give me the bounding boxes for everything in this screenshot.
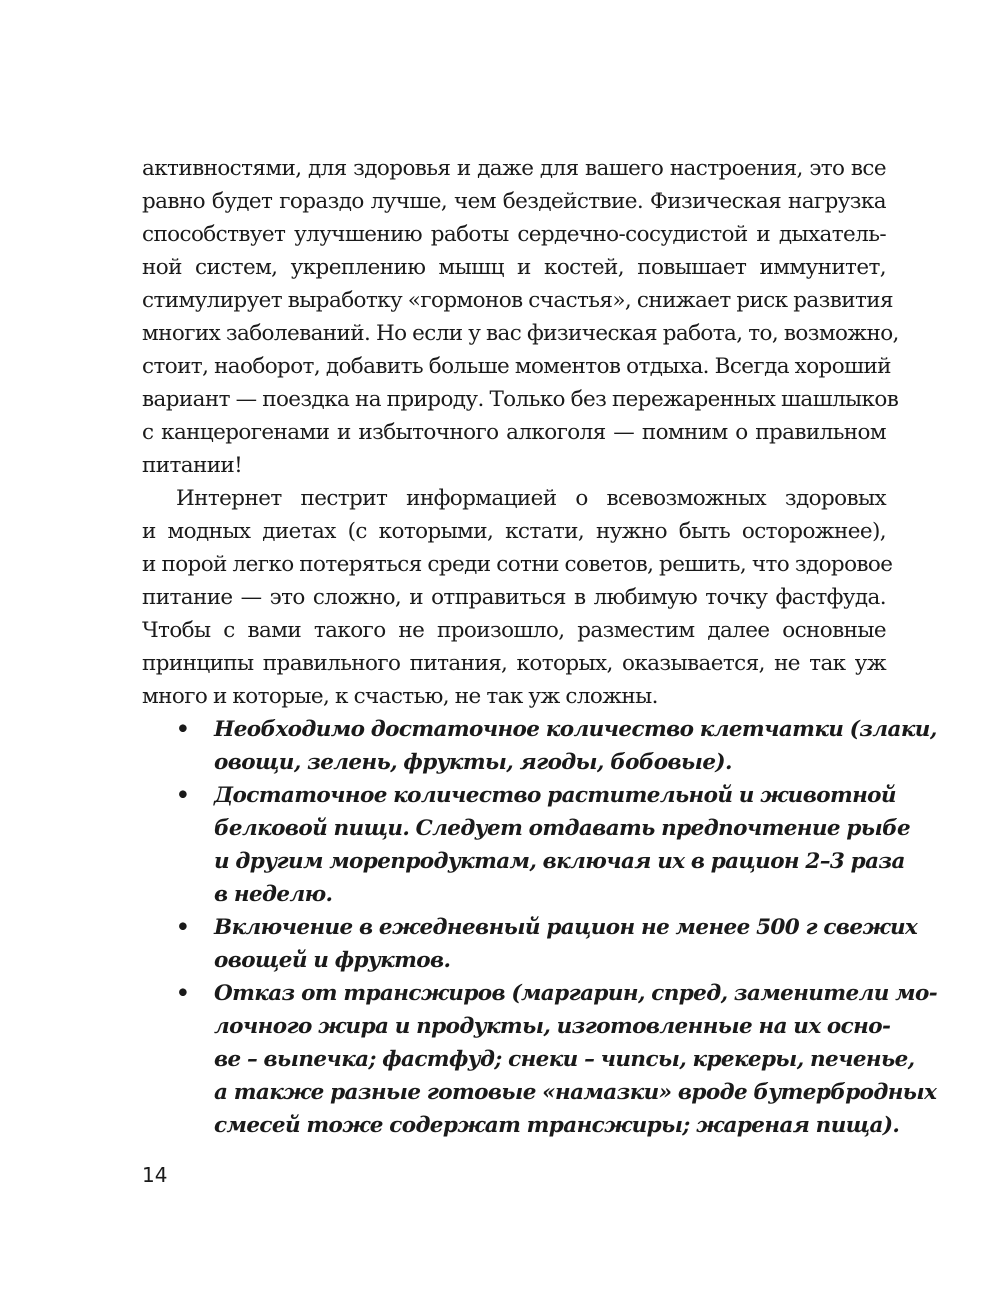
nutrition-principles-list: [142, 713, 938, 1142]
list-item-line: белковой пищи. Следует отдавать предпочтение рыбе: [214, 816, 911, 841]
list-item: [142, 911, 918, 977]
list-item-line: Включение в ежедневный рацион не менее 500 г свежих: [214, 915, 918, 940]
paragraph-line: способствует улучшению работы сердечно-сосудистой и дыхатель-: [142, 222, 886, 247]
paragraph-line: много и которые, к счастью, не так уж сложны.: [142, 684, 658, 709]
paragraph-line: активностями, для здоровья и даже для вашего настроения, это все: [142, 156, 886, 181]
list-item: [142, 779, 911, 911]
paragraph-line: и модных диетах (с которыми, кстати, нужно быть осторожнее),: [142, 519, 886, 544]
page-number: 14: [142, 1163, 168, 1187]
bullet-icon: •: [176, 783, 190, 808]
list-item-line: Достаточное количество растительной и животной: [214, 783, 896, 808]
bullet-icon: •: [176, 717, 190, 742]
list-item-line: овощей и фруктов.: [214, 948, 451, 973]
paragraph-2: [142, 482, 893, 713]
paragraph-line: Интернет пестрит информацией о всевозможных здоровых: [176, 486, 886, 511]
paragraph-line: ной систем, укреплению мышц и костей, повышает иммунитет,: [142, 255, 886, 280]
paragraph-line: многих заболеваний. Но если у вас физическая работа, то, возможно,: [142, 321, 899, 346]
bullet-icon: •: [176, 981, 190, 1006]
bullet-icon: •: [176, 915, 190, 940]
list-item-line: и другим морепродуктам, включая их в рацион 2–3 раза: [214, 849, 905, 874]
list-item-line: Отказ от трансжиров (маргарин, спред, заменители мо-: [214, 981, 938, 1006]
list-item: [142, 977, 938, 1142]
paragraph-line: стимулирует выработку «гормонов счастья», снижает риск развития: [142, 288, 893, 313]
paragraph-line: Чтобы с вами такого не произошло, разместим далее основные: [142, 618, 886, 643]
paragraph-line: равно будет гораздо лучше, чем бездействие. Физическая нагрузка: [142, 189, 886, 214]
paragraph-line: стоит, наоборот, добавить больше моментов отдыха. Всегда хороший: [142, 354, 891, 379]
list-item-line: овощи, зелень, фрукты, ягоды, бобовые).: [214, 750, 732, 775]
list-item-line: ве – выпечка; фастфуд; снеки – чипсы, крекеры, печенье,: [214, 1047, 915, 1072]
paragraph-line: питание — это сложно, и отправиться в любимую точку фастфуда.: [142, 585, 886, 610]
paragraph-line: с канцерогенами и избыточного алкоголя — помним о правильном: [142, 420, 886, 445]
list-item-line: Необходимо достаточное количество клетчатки (злаки,: [214, 717, 937, 742]
paragraph-1: [142, 152, 899, 482]
list-item-line: в неделю.: [214, 882, 333, 907]
paragraph-line: принципы правильного питания, которых, оказывается, не так уж: [142, 651, 886, 676]
page-body: [142, 152, 938, 1142]
list-item-line: лочного жира и продукты, изготовленные на их осно-: [214, 1014, 891, 1039]
paragraph-line: вариант — поездка на природу. Только без пережаренных шашлыков: [142, 387, 899, 412]
paragraph-line: питании!: [142, 453, 243, 478]
paragraph-line: и порой легко потеряться среди сотни советов, решить, что здоровое: [142, 552, 893, 577]
list-item: [142, 713, 937, 779]
list-item-line: а также разные готовые «намазки» вроде бутербродных: [214, 1080, 937, 1105]
list-item-line: смесей тоже содержат трансжиры; жареная пища).: [214, 1113, 900, 1138]
